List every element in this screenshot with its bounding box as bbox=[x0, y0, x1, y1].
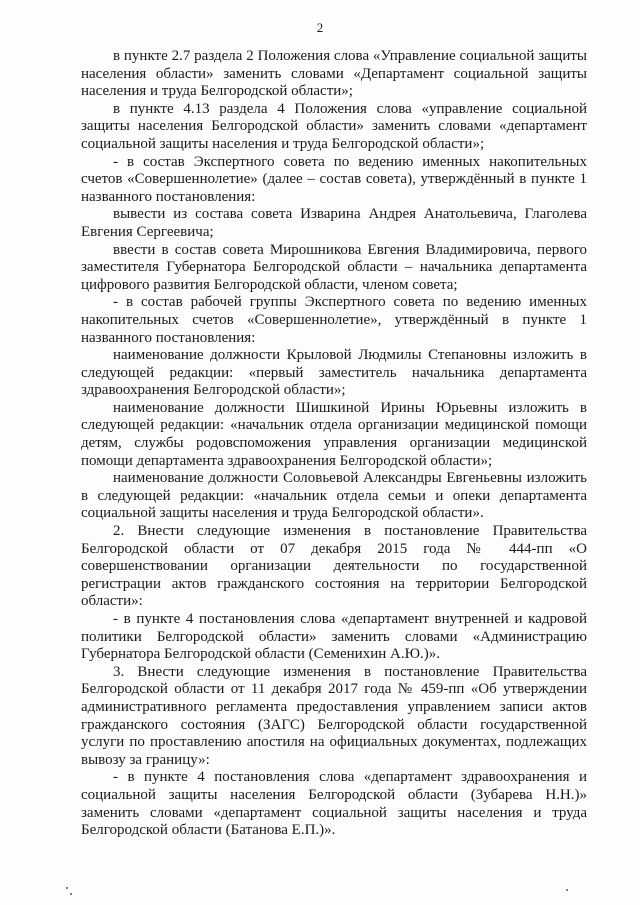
paragraph: вывести из состава совета Изварина Андрея Анатольевича, Глаголева Евгения Сергеевича; bbox=[81, 206, 587, 240]
paragraph: ввести в состав совета Мирошникова Евгения Владимировича, первого заместителя Губернатора Белгородской области – начальника департамента цифрового развития Белгородской области, членом совета; bbox=[81, 241, 587, 293]
paragraph: - в состав рабочей группы Экспертного совета по ведению именных накопительных счетов «Совершеннолетие», утверждённый в пункте 1 названного постановления: bbox=[81, 294, 587, 346]
document-body bbox=[81, 48, 587, 840]
scan-speck bbox=[566, 889, 568, 891]
paragraph: наименование должности Шишкиной Ирины Юрьевны изложить в следующей редакции: «начальник отдела организации медицинской помощи детям, службы родовспоможения управления организации медицинской помощи департамента здравоохранения Белгородской области»; bbox=[81, 399, 587, 469]
paragraph: в пункте 4.13 раздела 4 Положения слова «управление социальной защиты населения Белгородской области» заменить словами «департамент социальной защиты населения и труда Белгородской области»; bbox=[81, 100, 587, 152]
paragraph: наименование должности Соловьевой Александры Евгеньевны изложить в следующей редакции: «начальник отдела семьи и опеки департамента социальной защиты населения и труда Белгородской области». bbox=[81, 470, 587, 522]
page-number: 2 bbox=[316, 20, 324, 35]
paragraph: - в состав Экспертного совета по ведению именных накопительных счетов «Совершеннолетие» (далее – состав совета), утверждённый в пункте 1 названного постановления: bbox=[81, 153, 587, 205]
paragraph: наименование должности Крыловой Людмилы Степановны изложить в следующей редакции: «первый заместитель начальника департамента здравоохранения Белгородской области»; bbox=[81, 347, 587, 399]
scan-speck bbox=[66, 887, 68, 889]
paragraph: 3. Внести следующие изменения в постановление Правительства Белгородской области от 11 декабря 2017 года № 459-пп «Об утверждении административного регламента предоставления управлением записи актов гражданского состояния (ЗАГС) Белгородской области государственной услуги по проставлению апостиля на официальных документах, подлежащих вывозу за границу»: bbox=[81, 663, 587, 768]
paragraph: - в пункте 4 постановления слова «департамент здравоохранения и социальной защиты населения Белгородской области (Зубарева Н.Н.)» заменить словами «департамент социальной защиты населения и труда Белгородской области (Батанова Е.П.)». bbox=[81, 769, 587, 839]
scan-artifacts bbox=[0, 885, 640, 905]
paragraph: в пункте 2.7 раздела 2 Положения слова «Управление социальной защиты населения области» заменить словами «Департамент социальной защиты населения и труда Белгородской области»; bbox=[81, 48, 587, 100]
scan-speck bbox=[70, 893, 72, 895]
paragraph: - в пункте 4 постановления слова «департамент внутренней и кадровой политики Белгородской области» заменить словами «Администрацию Губернатора Белгородской области (Семенихин А.Ю.)». bbox=[81, 611, 587, 663]
paragraph: 2. Внести следующие изменения в постановление Правительства Белгородской области от 07 декабря 2015 года № 444-пп «О совершенствовании организации деятельности по государственной регистрации актов гражданского состояния на территории Белгородской области»: bbox=[81, 523, 587, 610]
